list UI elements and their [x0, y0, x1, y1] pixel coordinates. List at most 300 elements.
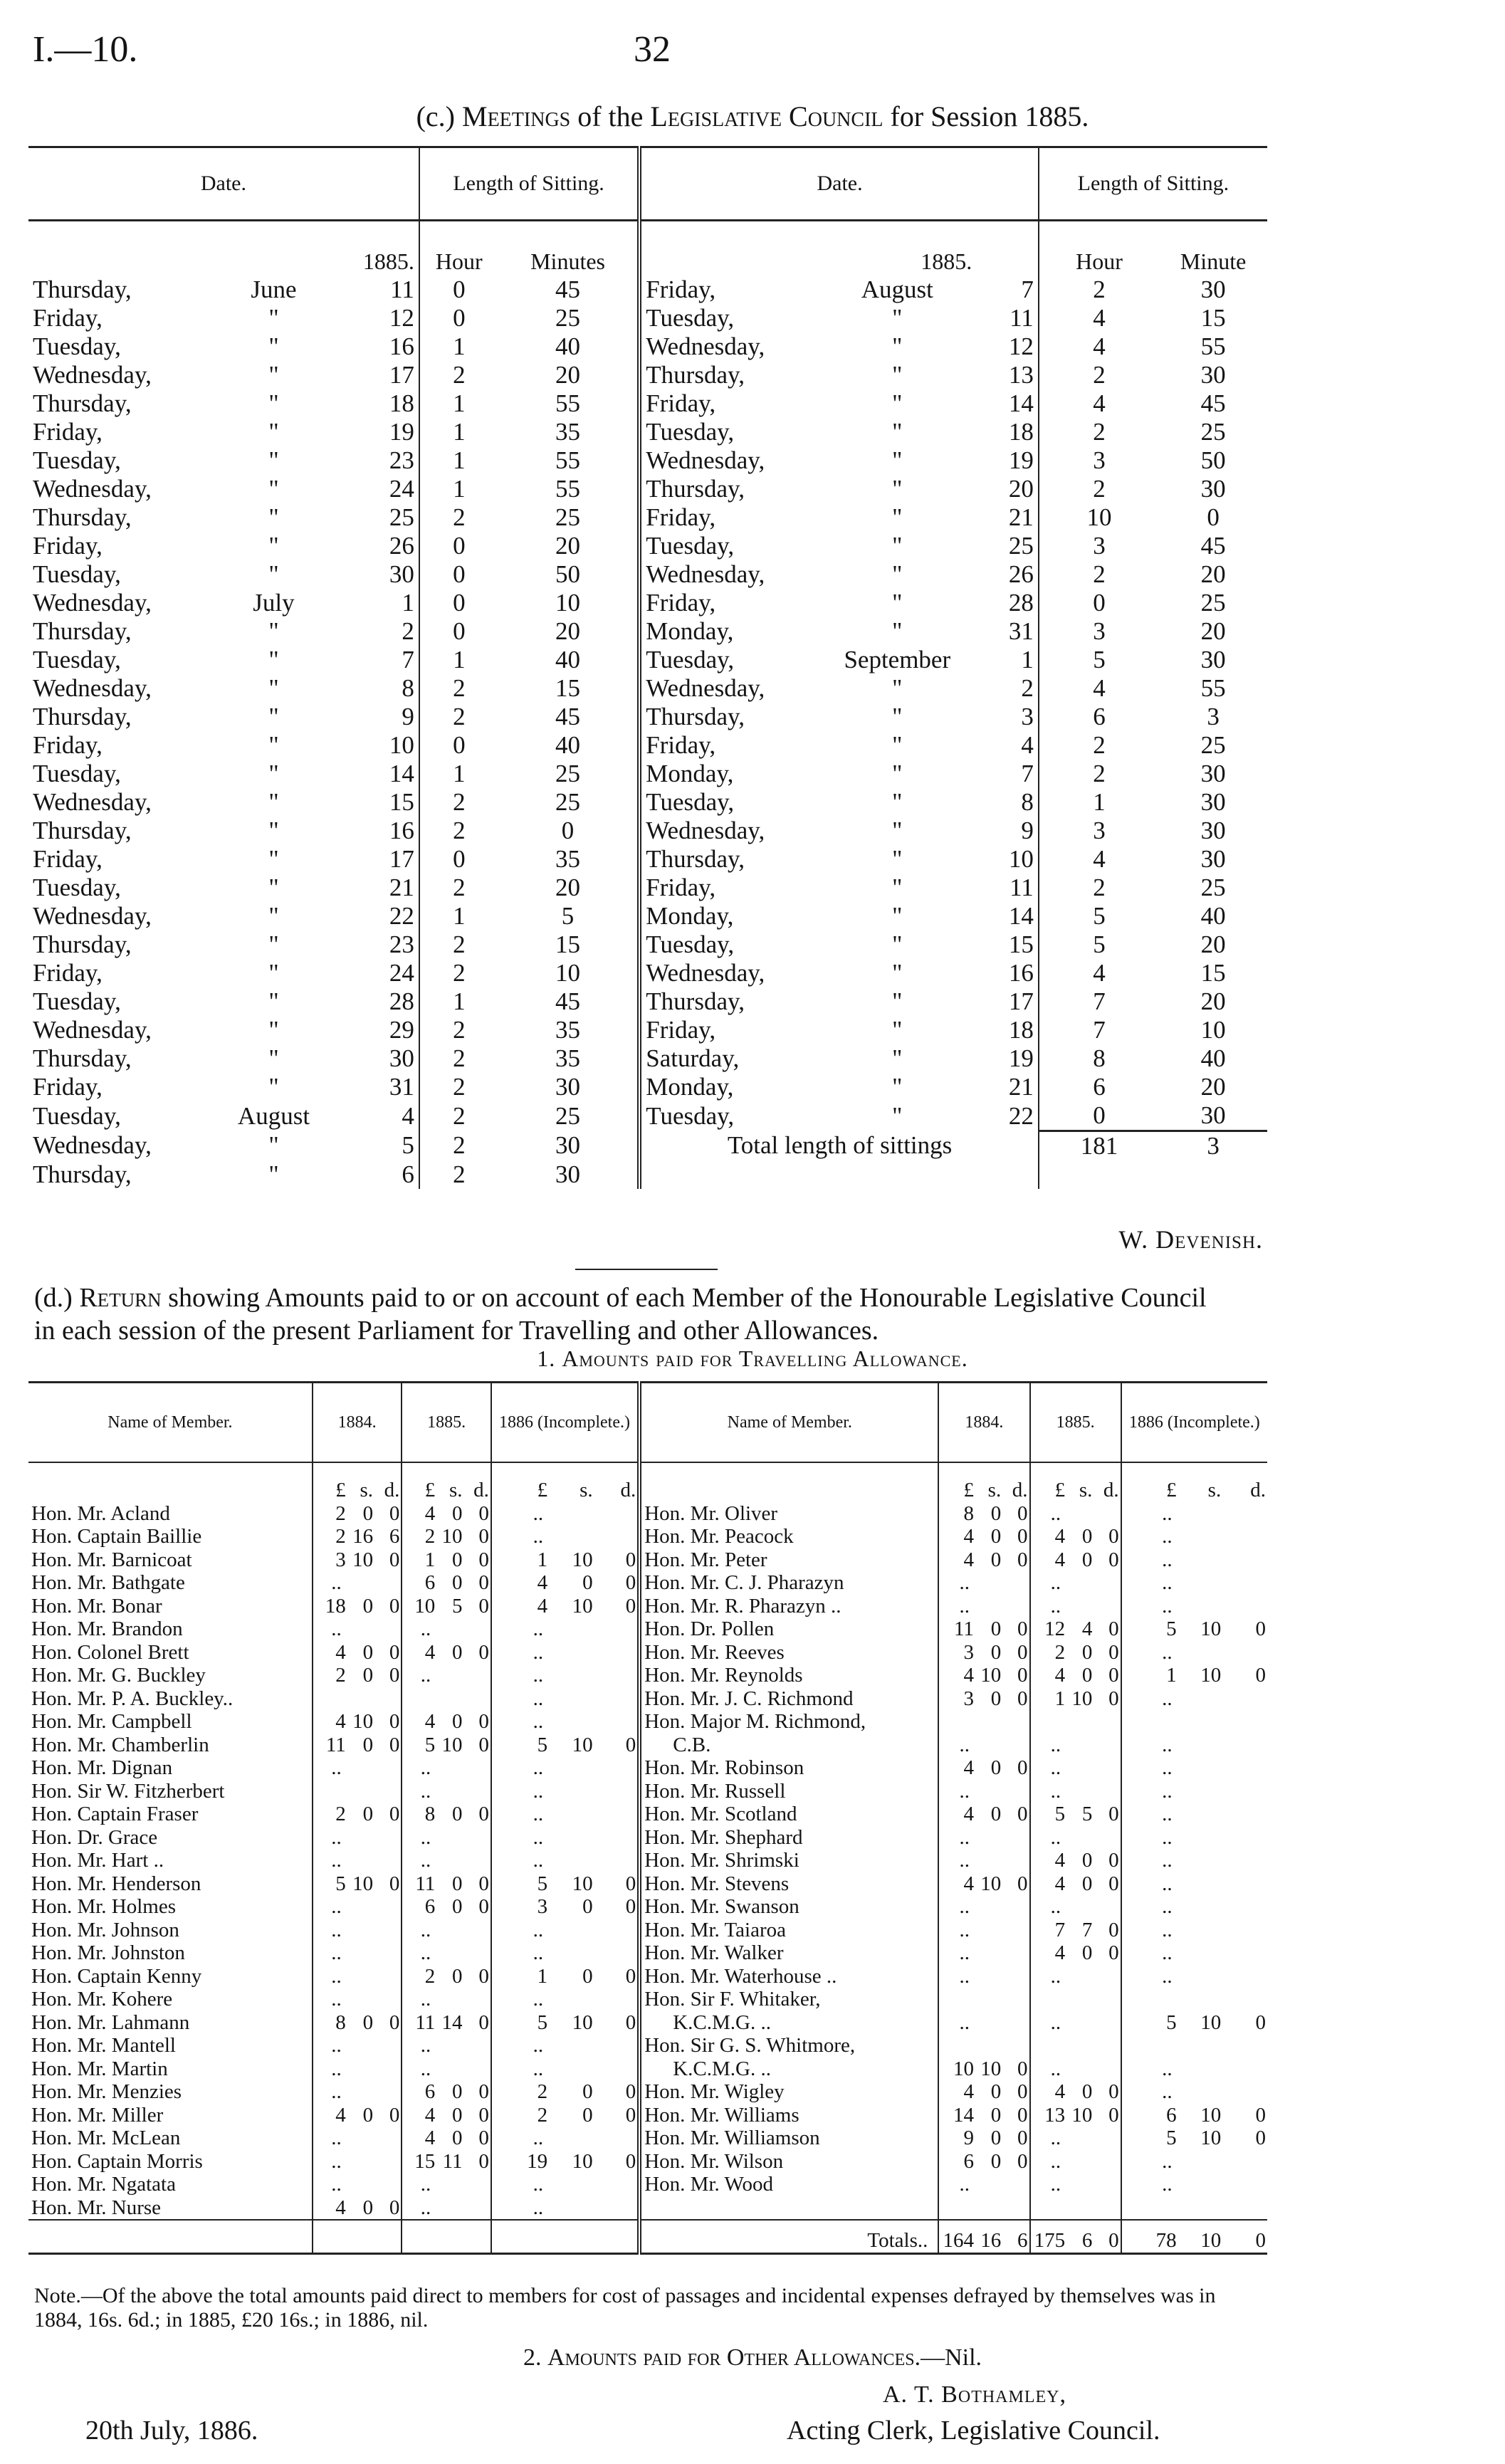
member-name: C.B. [639, 1734, 938, 1757]
total-shillings: 6 [1066, 2220, 1094, 2253]
unit-shillings: s. [1079, 1479, 1093, 1501]
amount-shillings [1178, 1571, 1223, 1595]
total-hours: 181 [1039, 1131, 1159, 1161]
amount-shillings [347, 2127, 374, 2150]
sitting-month: " [268, 788, 279, 816]
amount-pence: 0 [389, 1664, 400, 1687]
meeting-row [28, 276, 1267, 304]
amount-pence [594, 1664, 640, 1687]
member-name: Hon. Mr. Robinson [639, 1756, 938, 1780]
sitting-date: 18 [389, 389, 414, 417]
sitting-hours: 5 [1039, 646, 1159, 674]
amount-shillings [347, 1941, 374, 1965]
amount-pence: 0 [389, 2103, 400, 2127]
amount-pounds: 4 [938, 1525, 975, 1548]
sitting-month: " [892, 332, 903, 360]
sitting-minutes: 45 [555, 703, 581, 730]
amount-shillings [549, 1687, 594, 1711]
amount-pounds: .. [1030, 1734, 1067, 1757]
amount-shillings [1178, 1988, 1223, 2011]
member-name: K.C.M.G. .. [639, 2011, 938, 2035]
amount-pounds: 3 [938, 1641, 975, 1664]
amount-shillings [436, 2196, 463, 2221]
amount-pence: 0 [1017, 1618, 1028, 1640]
amount-shillings [1178, 1548, 1223, 1572]
unit-pence: d. [1103, 1479, 1119, 1501]
amount-pounds: .. [491, 1664, 549, 1687]
amount-shillings [436, 2057, 463, 2081]
col-member-right: Name of Member. [639, 1383, 938, 1463]
amount-pence [1002, 2173, 1029, 2196]
amount-shillings [975, 1849, 1002, 1872]
unit-pence: d. [1012, 1479, 1028, 1501]
amount-pence: 0 [478, 1548, 489, 1571]
unit-shillings: s. [987, 1479, 1002, 1501]
sitting-hours: 1 [419, 475, 498, 503]
amount-pounds: .. [938, 1571, 975, 1595]
amount-shillings: 10 [352, 1548, 374, 1571]
unit-pence: d. [473, 1479, 489, 1501]
meeting-row [28, 987, 1267, 1016]
amount-shillings [1178, 1826, 1223, 1850]
amount-pounds: 4 [313, 1710, 347, 1734]
amount-shillings [549, 1525, 594, 1548]
sitting-month: July [253, 589, 295, 617]
amount-pounds: 11 [313, 1734, 347, 1757]
amount-pence [1222, 1895, 1267, 1919]
meeting-row [28, 1160, 1267, 1189]
amount-pence: 0 [389, 2010, 400, 2034]
amount-shillings [347, 2057, 374, 2081]
col-date-right: Date. [639, 147, 1039, 221]
member-name: Hon. Mr. Dignan [31, 1756, 173, 1779]
member-row [28, 1803, 1267, 1826]
amount-pounds: 8 [402, 1803, 436, 1826]
sitting-minutes: 55 [555, 475, 581, 503]
amount-pounds: 4 [1030, 2080, 1067, 2104]
amount-pounds: .. [1121, 2057, 1178, 2081]
sitting-date: 24 [389, 959, 414, 987]
sitting-hours: 1 [1039, 788, 1159, 817]
empty-cell [313, 2220, 347, 2253]
empty-cell [639, 1462, 938, 1502]
amount-pence: 0 [625, 1733, 636, 1756]
empty-cell [1030, 2196, 1067, 2221]
amount-pounds [313, 1687, 347, 1711]
amount-pence [1094, 2127, 1121, 2150]
amount-pounds: 5 [1030, 1803, 1067, 1826]
member-name: Hon. Mr. J. C. Richmond [639, 1687, 938, 1711]
amount-pence [464, 1664, 491, 1687]
member-name: Hon. Mr. Miller [31, 2103, 164, 2127]
amount-shillings [975, 1919, 1002, 1942]
meetings-table [28, 146, 1267, 1189]
amount-pence: 0 [625, 1594, 636, 1618]
col-length-right: Length of Sitting. [1039, 147, 1267, 221]
amount-pence [594, 1988, 640, 2011]
amount-pounds: .. [1030, 2173, 1067, 2196]
sitting-hours: 0 [1039, 1101, 1159, 1131]
unit-pounds: £ [402, 1462, 436, 1502]
sitting-day: Thursday, [33, 617, 132, 645]
sitting-hours: 0 [1039, 589, 1159, 617]
amount-pence [1002, 1826, 1029, 1850]
member-row [28, 1525, 1267, 1548]
amount-pence [1002, 2011, 1029, 2035]
amount-pounds: 14 [938, 2104, 975, 2127]
sitting-hours: 2 [1039, 361, 1159, 389]
amount-pence: 0 [1017, 1664, 1028, 1687]
amount-pence: 0 [1017, 1687, 1028, 1710]
col-member-left: Name of Member. [28, 1383, 313, 1463]
sitting-month: " [268, 987, 279, 1015]
sitting-minutes: 20 [1200, 1073, 1226, 1101]
sitting-minutes: 25 [555, 503, 581, 531]
sitting-minutes: 20 [555, 361, 581, 389]
amount-shillings [549, 1988, 594, 2011]
sitting-hours: 0 [419, 731, 498, 760]
sitting-minutes: 30 [555, 1073, 581, 1101]
amount-shillings [347, 1756, 374, 1780]
sitting-minutes: 15 [1200, 304, 1226, 332]
amount-pence [1222, 1941, 1267, 1965]
sitting-minutes: 20 [1200, 930, 1226, 958]
member-name: Hon. Dr. Pollen [639, 1618, 938, 1641]
amount-pounds: .. [938, 1734, 975, 1757]
amount-shillings: 10 [572, 2010, 593, 2034]
amount-shillings [347, 1965, 374, 1988]
amount-pounds: 4 [1030, 1849, 1067, 1872]
meeting-row [28, 1073, 1267, 1101]
amount-pounds: 9 [938, 2127, 975, 2150]
sitting-minutes: 5 [561, 902, 575, 930]
sitting-minutes: 30 [1200, 646, 1226, 673]
amount-pence [1222, 1780, 1267, 1803]
sitting-month: " [892, 1101, 903, 1130]
member-row [28, 1548, 1267, 1572]
amount-pence [594, 2173, 640, 2196]
sitting-date: 21 [1008, 503, 1034, 531]
amount-pounds: 5 [402, 1734, 436, 1757]
amount-pounds: 4 [402, 2104, 436, 2127]
sitting-minutes: 20 [1200, 987, 1226, 1015]
amount-pence [464, 1687, 491, 1711]
amount-shillings: 0 [1081, 1849, 1093, 1872]
sitting-hours: 5 [1039, 930, 1159, 959]
amount-shillings [347, 1571, 374, 1595]
amount-shillings: 0 [990, 2149, 1002, 2173]
sitting-hours: 7 [1039, 987, 1159, 1016]
sitting-month: " [892, 902, 903, 930]
amount-shillings [436, 1756, 463, 1780]
amount-pounds: .. [938, 1941, 975, 1965]
sitting-day: Thursday, [33, 389, 132, 417]
sitting-month: " [268, 646, 279, 673]
amount-pounds: .. [313, 2057, 347, 2081]
amount-pence [1222, 1965, 1267, 1988]
amount-shillings [347, 1919, 374, 1942]
amount-pence: 0 [1108, 1918, 1119, 1941]
amount-shillings [1066, 2057, 1094, 2081]
amount-shillings: 0 [990, 1501, 1002, 1525]
sitting-minutes: 45 [555, 276, 581, 303]
member-row [28, 1756, 1267, 1780]
amount-pounds: .. [491, 1641, 549, 1664]
amount-pounds: 11 [938, 1618, 975, 1641]
amount-shillings [347, 2173, 374, 2196]
sitting-day: Friday, [33, 418, 103, 446]
sitting-hours: 0 [419, 617, 498, 646]
amount-shillings: 0 [990, 2080, 1002, 2103]
member-name: Hon. Mr. Brandon [31, 1618, 183, 1640]
amount-pence [1222, 1734, 1267, 1757]
sitting-minutes: 30 [1200, 1101, 1226, 1129]
amount-pounds: .. [1121, 1919, 1178, 1942]
amount-pounds: .. [938, 2011, 975, 2035]
sitting-minutes: 25 [555, 760, 581, 787]
totals-row [28, 2220, 1267, 2253]
meeting-row [28, 389, 1267, 418]
amount-shillings: 10 [1200, 2010, 1222, 2034]
amount-shillings [549, 2196, 594, 2221]
minutes-label-left: Minutes [530, 248, 605, 274]
sitting-minutes: 20 [555, 874, 581, 901]
amount-pounds: 4 [938, 1756, 975, 1780]
amount-pounds: 3 [938, 1687, 975, 1711]
sitting-day: Wednesday, [33, 902, 152, 930]
amount-shillings: 0 [1081, 1941, 1093, 1964]
amount-pence [1002, 1965, 1029, 1988]
amount-shillings [1178, 2034, 1223, 2057]
amount-pence [1222, 1826, 1267, 1850]
amount-pence: 6 [389, 1525, 400, 1548]
amount-pence [594, 1941, 640, 1965]
member-row [28, 1872, 1267, 1896]
empty-cell [374, 2220, 402, 2253]
sitting-minutes: 35 [555, 1044, 581, 1072]
member-name: Hon. Mr. P. A. Buckley.. [31, 1687, 234, 1710]
amount-pence [1222, 1803, 1267, 1826]
amount-pounds: 19 [491, 2150, 549, 2174]
amount-pounds: .. [1030, 2057, 1067, 2081]
amount-pence [374, 1618, 402, 1641]
amount-shillings [1178, 1710, 1223, 1734]
amount-pence [1094, 1780, 1121, 1803]
amount-pounds: 1 [491, 1548, 549, 1572]
amount-pence: 0 [625, 2149, 636, 2173]
amount-pence [464, 2057, 491, 2081]
sitting-hours: 0 [419, 589, 498, 617]
amount-pounds: .. [1030, 1965, 1067, 1988]
sitting-date: 10 [389, 731, 414, 759]
meeting-row [28, 1101, 1267, 1131]
member-row [28, 1595, 1267, 1618]
amount-pounds: .. [1121, 1895, 1178, 1919]
amount-shillings: 0 [990, 1548, 1002, 1571]
member-name: Hon. Mr. Shrimski [639, 1849, 938, 1872]
member-row [28, 2034, 1267, 2057]
amount-shillings: 0 [452, 1872, 463, 1895]
sitting-hours: 2 [1039, 276, 1159, 304]
sitting-month: " [268, 389, 279, 417]
amount-pounds: 2 [313, 1502, 347, 1526]
amount-shillings [975, 1941, 1002, 1965]
amount-pounds: 4 [313, 1641, 347, 1664]
amount-pence [1094, 1595, 1121, 1618]
amount-pence [374, 2150, 402, 2174]
empty-cell [1121, 2196, 1178, 2221]
amount-pence [374, 1687, 402, 1711]
sitting-month: " [892, 959, 903, 987]
sitting-hours: 4 [1039, 332, 1159, 361]
sitting-hours: 3 [1039, 446, 1159, 475]
amount-pounds [313, 1780, 347, 1803]
amount-shillings [549, 1941, 594, 1965]
sitting-day: Monday, [639, 902, 818, 930]
sitting-date: 22 [389, 902, 414, 930]
sitting-minutes: 25 [555, 304, 581, 332]
amount-pounds: 15 [402, 2150, 436, 2174]
amount-pounds: .. [313, 1571, 347, 1595]
sitting-day: Wednesday, [33, 361, 152, 389]
sitting-minutes: 30 [1200, 845, 1226, 873]
amount-pence: 0 [625, 1548, 636, 1571]
empty-cell [402, 2220, 436, 2253]
amount-pence: 0 [625, 2080, 636, 2103]
amount-pence: 0 [1108, 1872, 1119, 1895]
sitting-minutes: 20 [555, 617, 581, 645]
total-shillings: 16 [975, 2220, 1002, 2253]
sitting-hours: 1 [419, 646, 498, 674]
amount-pounds: .. [1121, 1734, 1178, 1757]
sitting-month: " [892, 617, 903, 645]
amount-shillings [347, 2080, 374, 2104]
amount-pounds: 4 [402, 1502, 436, 1526]
sitting-month: " [268, 617, 279, 645]
amount-pounds: .. [1030, 1780, 1067, 1803]
sitting-minutes: 20 [1200, 617, 1226, 645]
member-name: Hon. Mr. Reeves [639, 1641, 938, 1664]
sitting-month: " [892, 987, 903, 1015]
amount-pence [1002, 1734, 1029, 1757]
amount-pounds: .. [1030, 1595, 1067, 1618]
amount-pence [374, 2057, 402, 2081]
sitting-date: 30 [389, 1044, 414, 1072]
sitting-month: " [268, 1044, 279, 1072]
member-row [28, 1941, 1267, 1965]
sitting-day: Wednesday, [33, 788, 152, 816]
hour-label-left: Hour [419, 221, 498, 276]
sitting-date: 16 [389, 332, 414, 360]
sitting-hours: 4 [1039, 959, 1159, 987]
amount-pence: 0 [478, 1501, 489, 1525]
amount-pounds: .. [313, 1919, 347, 1942]
amount-shillings [549, 2057, 594, 2081]
sitting-month: " [268, 418, 279, 446]
amount-pence [1094, 1988, 1121, 2011]
sitting-minutes: 25 [555, 1101, 581, 1130]
amount-pounds: 4 [402, 2127, 436, 2150]
amount-pounds: 6 [1121, 2104, 1178, 2127]
amount-pounds: .. [491, 2127, 549, 2150]
amount-pounds: 4 [313, 2196, 347, 2221]
sitting-minutes: 0 [561, 817, 575, 844]
sitting-date: 26 [389, 532, 414, 560]
sitting-hours: 2 [419, 874, 498, 902]
sitting-date: 11 [1010, 304, 1034, 332]
amount-shillings: 0 [362, 1594, 374, 1618]
meeting-row [28, 959, 1267, 987]
sitting-month: September [844, 646, 951, 673]
unit-pounds: £ [938, 1462, 975, 1502]
amount-shillings: 0 [582, 2080, 593, 2103]
amount-pence: 0 [1017, 1756, 1028, 1779]
empty-cell [1039, 1160, 1159, 1189]
other-allowances: 2. Amounts paid for Other Allowances.—Nil. [523, 2344, 982, 2371]
sitting-month: " [268, 1131, 279, 1160]
empty-cell [1159, 1160, 1267, 1189]
amount-pounds: .. [491, 2196, 549, 2221]
amount-pence [1222, 1988, 1267, 2011]
sitting-day: Thursday, [639, 987, 818, 1016]
sitting-date: 4 [402, 1101, 414, 1130]
sitting-date: 11 [1010, 874, 1034, 901]
amount-pence [464, 1849, 491, 1872]
col-1884-left: 1884. [313, 1383, 402, 1463]
amount-shillings: 10 [1071, 2103, 1093, 2127]
amount-pence: 0 [1108, 1687, 1119, 1710]
amount-pounds: .. [1121, 1548, 1178, 1572]
amount-pounds: 11 [402, 2011, 436, 2035]
amount-pounds: .. [402, 1756, 436, 1780]
amount-pence: 0 [1255, 2127, 1266, 2149]
sitting-date: 14 [1008, 389, 1034, 417]
amount-shillings: 10 [572, 1594, 593, 1618]
amount-shillings [1066, 2173, 1094, 2196]
sitting-minutes: 40 [1200, 1044, 1226, 1072]
sitting-month: " [268, 674, 279, 702]
amount-pence: 0 [1108, 1618, 1119, 1640]
amount-shillings [347, 1687, 374, 1711]
amount-pounds: 4 [938, 1548, 975, 1572]
amount-shillings [549, 1618, 594, 1641]
section-divider [575, 1269, 718, 1270]
total-pence: 0 [1222, 2220, 1267, 2253]
sitting-minutes: 3 [1207, 703, 1220, 730]
amount-pounds: .. [1121, 1941, 1178, 1965]
sitting-day: Wednesday, [33, 589, 152, 617]
member-row [28, 1664, 1267, 1687]
amount-shillings [1178, 2150, 1223, 2174]
amount-shillings: 0 [452, 1571, 463, 1594]
meeting-row [28, 304, 1267, 332]
amount-pounds [938, 2034, 975, 2057]
amount-shillings [1178, 1641, 1223, 1664]
amount-shillings [436, 1988, 463, 2011]
amount-pence [1222, 1525, 1267, 1548]
travelling-subtitle: 1. Amounts paid for Travelling Allowance. [537, 1346, 968, 1371]
sitting-hours: 7 [1039, 1016, 1159, 1044]
sitting-month: " [268, 760, 279, 787]
sitting-hours: 0 [419, 532, 498, 560]
member-name: Hon. Mr. Ngatata [31, 2173, 176, 2196]
sitting-hours: 1 [419, 389, 498, 418]
amount-pence [594, 1849, 640, 1872]
amount-shillings [347, 1618, 374, 1641]
unit-row [28, 1462, 1267, 1502]
sitting-date: 18 [1008, 1016, 1034, 1044]
amount-pounds: 4 [1030, 1941, 1067, 1965]
